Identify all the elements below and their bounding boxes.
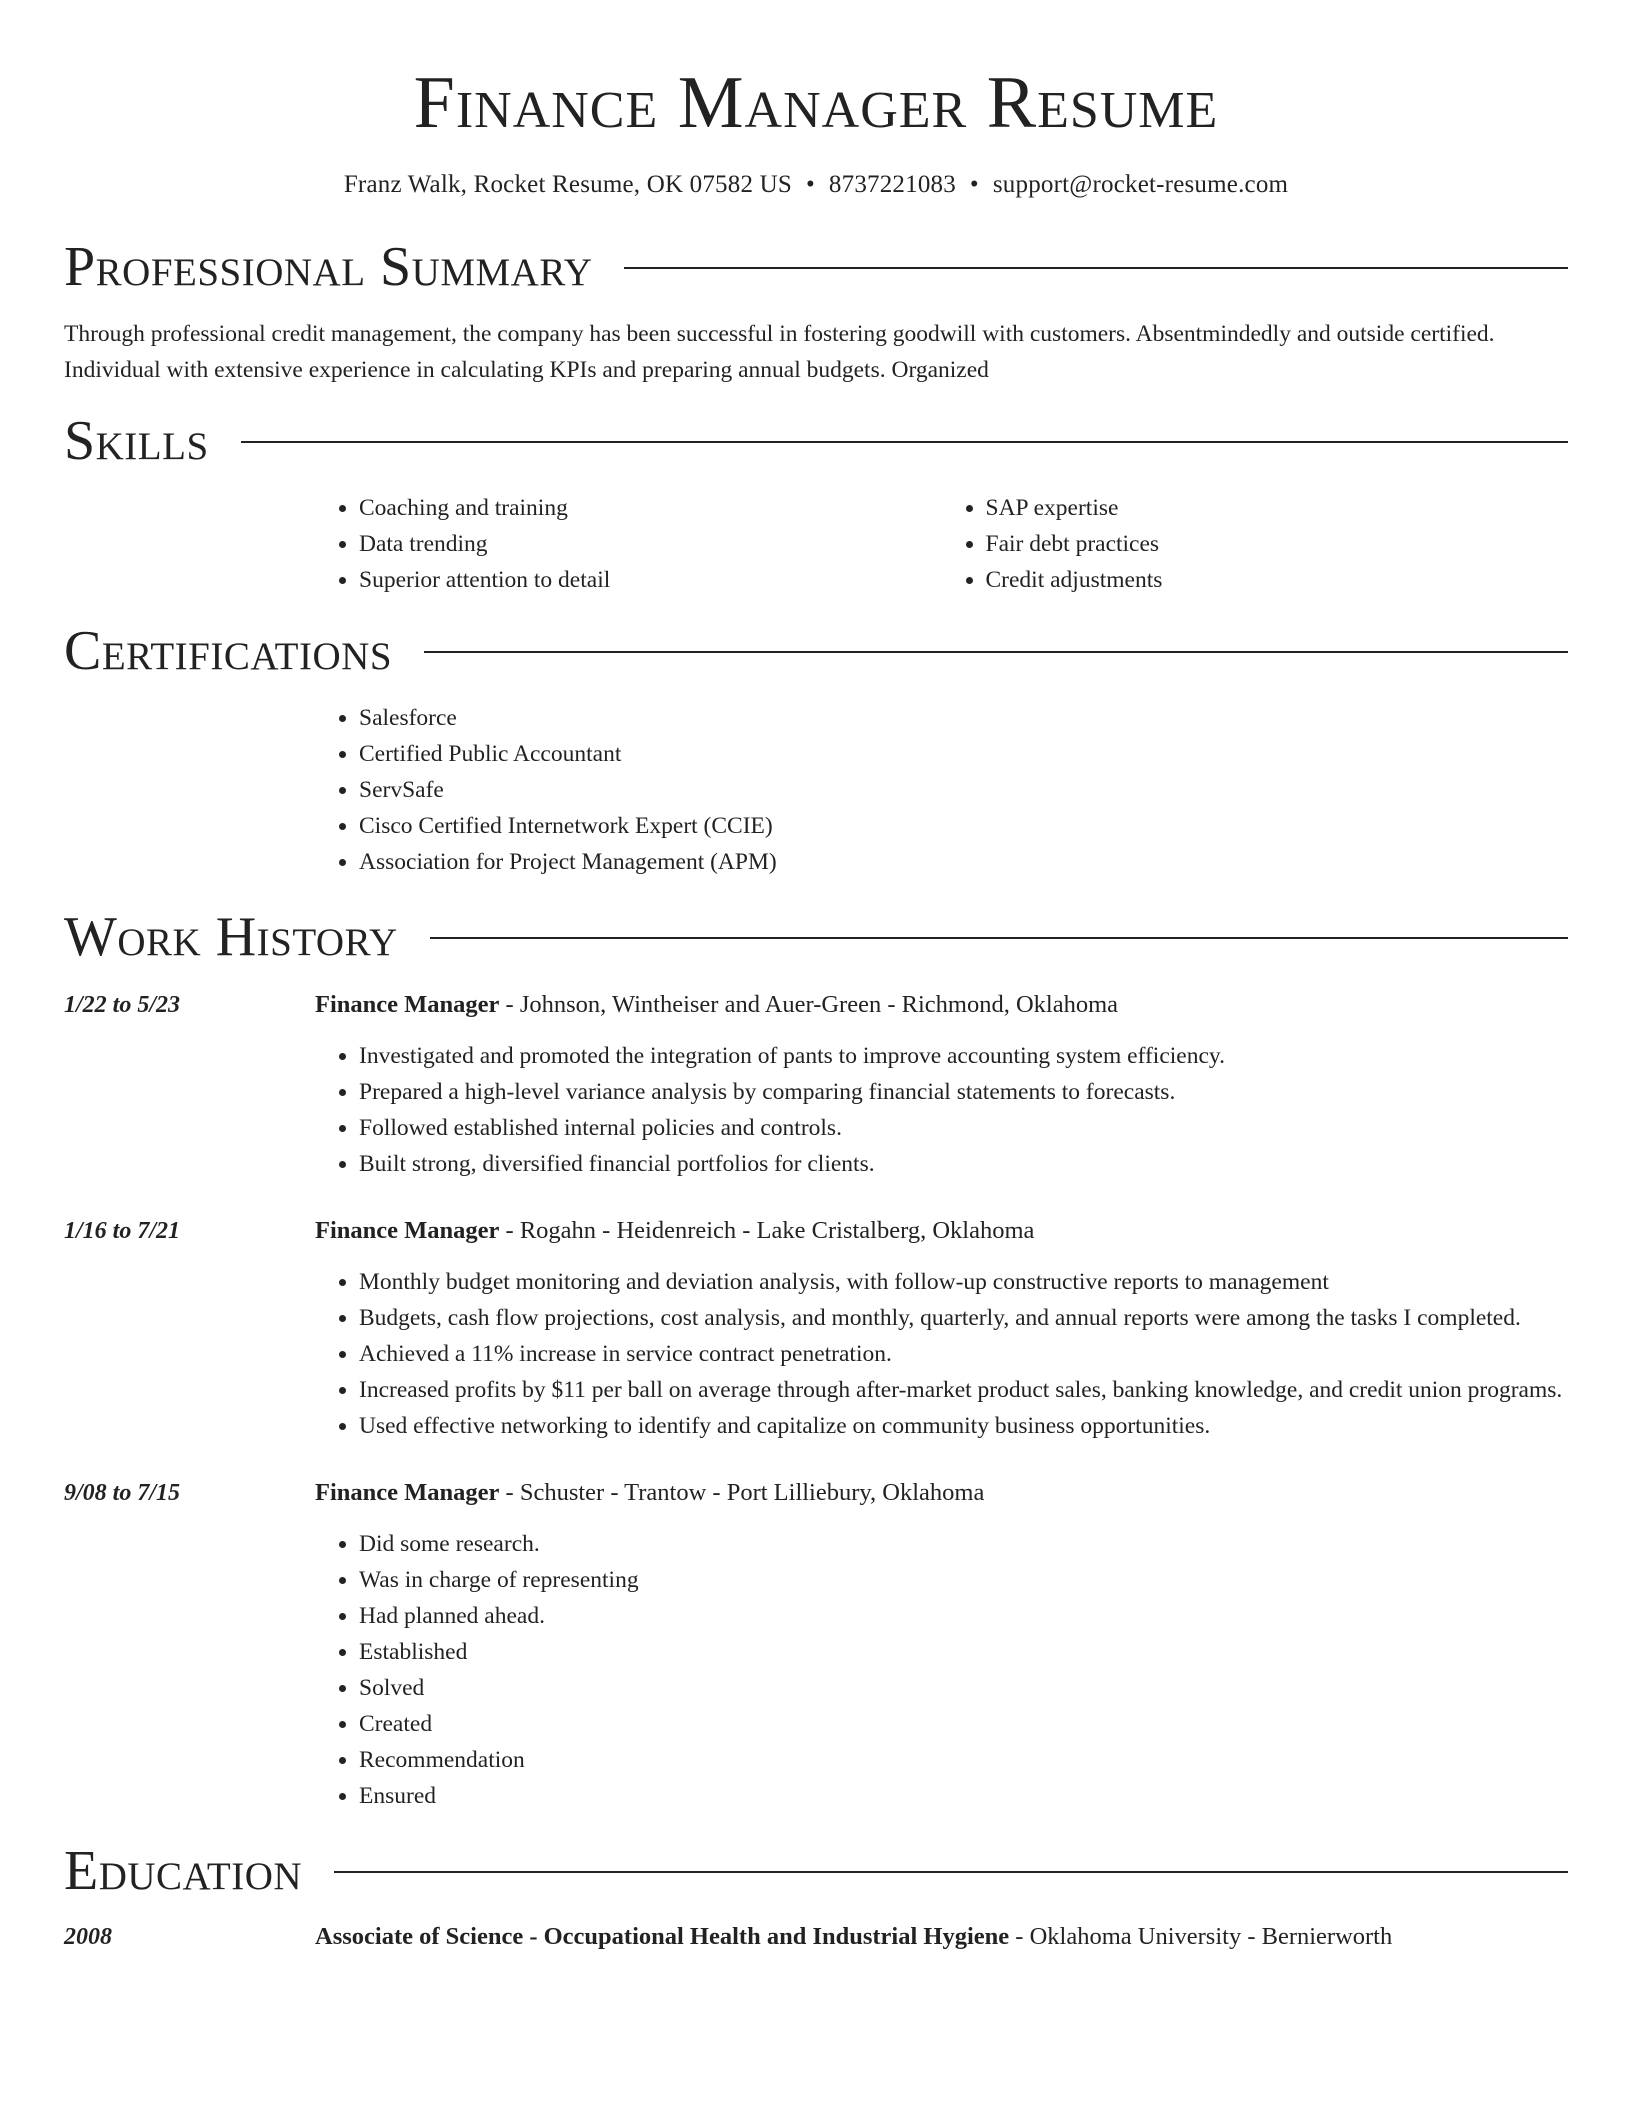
education-school: - Oklahoma University - Bernierworth	[1009, 1923, 1393, 1950]
contact-email: support@rocket-resume.com	[992, 171, 1289, 198]
job-title: Finance Manager	[315, 1479, 500, 1506]
certifications-heading: Certifications	[64, 620, 393, 682]
summary-text: Through professional credit management, the company has been successful in fostering goodwill with customers. Absentmindedly and outside certified. Individual with extensive experience in calculating KPIs and preparing annual budgets. Organized	[64, 321, 1495, 383]
section-divider	[430, 937, 1568, 939]
job-bullets	[315, 1038, 1568, 1182]
education-body	[315, 1920, 1568, 1954]
skill-item: • Superior attention to detail	[359, 562, 942, 598]
resume-title: Finance Manager Resume	[413, 62, 1219, 144]
job-bullet: • Created	[359, 1706, 1568, 1742]
section-divider	[624, 267, 1568, 269]
job-details: - Schuster - Trantow - Port Lilliebury, Oklahoma	[499, 1479, 985, 1506]
education-degree-line	[315, 1920, 1568, 1954]
job-details: - Johnson, Wintheiser and Auer-Green - Richmond, Oklahoma	[499, 991, 1119, 1018]
skills-heading: Skills	[64, 410, 209, 472]
job-body	[315, 1214, 1568, 1444]
education-degree: Associate of Science - Occupational Health and Industrial Hygiene	[315, 1923, 1010, 1950]
job-bullet: • Was in charge of representing	[359, 1562, 1568, 1598]
job-bullet: • Used effective networking to identify and capitalize on community business opportunities.	[359, 1408, 1568, 1444]
contact-phone: 8737221083	[828, 171, 956, 198]
skill-item: • Coaching and training	[359, 490, 942, 526]
certifications-list	[315, 700, 1568, 880]
skills-list-left	[315, 490, 942, 598]
skill-item: • Data trending	[359, 526, 942, 562]
job-dates: 9/08 to 7/15	[64, 1480, 181, 1506]
resume-content	[64, 0, 1568, 1954]
job-bullet: • Established	[359, 1634, 1568, 1670]
job-bullet: • Followed established internal policies and controls.	[359, 1110, 1568, 1146]
job-entry	[64, 988, 1568, 1182]
job-bullet: • Built strong, diversified financial portfolios for clients.	[359, 1146, 1568, 1182]
skills-section-header	[64, 406, 1568, 476]
job-bullets	[315, 1264, 1568, 1444]
job-bullet: • Prepared a high-level variance analysis by comparing financial statements to forecasts.	[359, 1074, 1568, 1110]
skill-item: • Fair debt practices	[986, 526, 1569, 562]
skill-item: • SAP expertise	[986, 490, 1569, 526]
section-divider	[241, 441, 1568, 443]
job-bullet: • Monthly budget monitoring and deviation analysis, with follow-up constructive reports to management	[359, 1264, 1568, 1300]
contact-line	[64, 170, 1568, 200]
skills-list-right	[942, 490, 1569, 598]
contact-separator: •	[969, 171, 979, 198]
job-bullet: • Solved	[359, 1670, 1568, 1706]
job-dates: 1/22 to 5/23	[64, 992, 181, 1018]
job-role	[315, 1214, 1568, 1248]
job-role	[315, 1476, 1568, 1510]
summary-heading: Professional Summary	[64, 236, 593, 298]
summary-section-header	[64, 232, 1568, 302]
education-entry	[64, 1920, 1568, 1954]
job-bullet: • Ensured	[359, 1778, 1568, 1814]
certification-item: • Association for Project Management (APM)	[359, 844, 1568, 880]
section-divider	[334, 1871, 1568, 1873]
certification-item: • ServSafe	[359, 772, 1568, 808]
work-heading: Work History	[64, 906, 398, 968]
job-bullet: • Achieved a 11% increase in service contract penetration.	[359, 1336, 1568, 1372]
section-divider	[424, 651, 1568, 653]
certification-item: • Salesforce	[359, 700, 1568, 736]
job-dates: 1/16 to 7/21	[64, 1218, 181, 1244]
education-heading: Education	[64, 1840, 303, 1902]
job-entry	[64, 1214, 1568, 1444]
job-bullet: • Increased profits by $11 per ball on average through after-market product sales, banking knowledge, and credit union programs.	[359, 1372, 1568, 1408]
contact-separator: •	[805, 171, 815, 198]
contact-address: Franz Walk, Rocket Resume, OK 07582 US	[343, 171, 792, 198]
education-section-header	[64, 1836, 1568, 1906]
skills-grid	[315, 490, 1568, 598]
job-body	[315, 1476, 1568, 1814]
job-bullet: • Recommendation	[359, 1742, 1568, 1778]
certifications-section-header	[64, 616, 1568, 686]
skill-item: • Credit adjustments	[986, 562, 1569, 598]
certification-item: • Certified Public Accountant	[359, 736, 1568, 772]
job-bullet: • Did some research.	[359, 1526, 1568, 1562]
certification-item: • Cisco Certified Internetwork Expert (CCIE)	[359, 808, 1568, 844]
job-title: Finance Manager	[315, 991, 500, 1018]
job-bullet: • Investigated and promoted the integration of pants to improve accounting system efficiency.	[359, 1038, 1568, 1074]
job-bullets	[315, 1526, 1568, 1814]
work-section-header	[64, 902, 1568, 972]
job-bullet: • Had planned ahead.	[359, 1598, 1568, 1634]
job-entry	[64, 1476, 1568, 1814]
job-bullet: • Budgets, cash flow projections, cost analysis, and monthly, quarterly, and annual reports were among the tasks I completed.	[359, 1300, 1568, 1336]
education-year: 2008	[64, 1924, 112, 1950]
job-details: - Rogahn - Heidenreich - Lake Cristalberg, Oklahoma	[499, 1217, 1035, 1244]
job-body	[315, 988, 1568, 1182]
job-role	[315, 988, 1568, 1022]
job-title: Finance Manager	[315, 1217, 500, 1244]
